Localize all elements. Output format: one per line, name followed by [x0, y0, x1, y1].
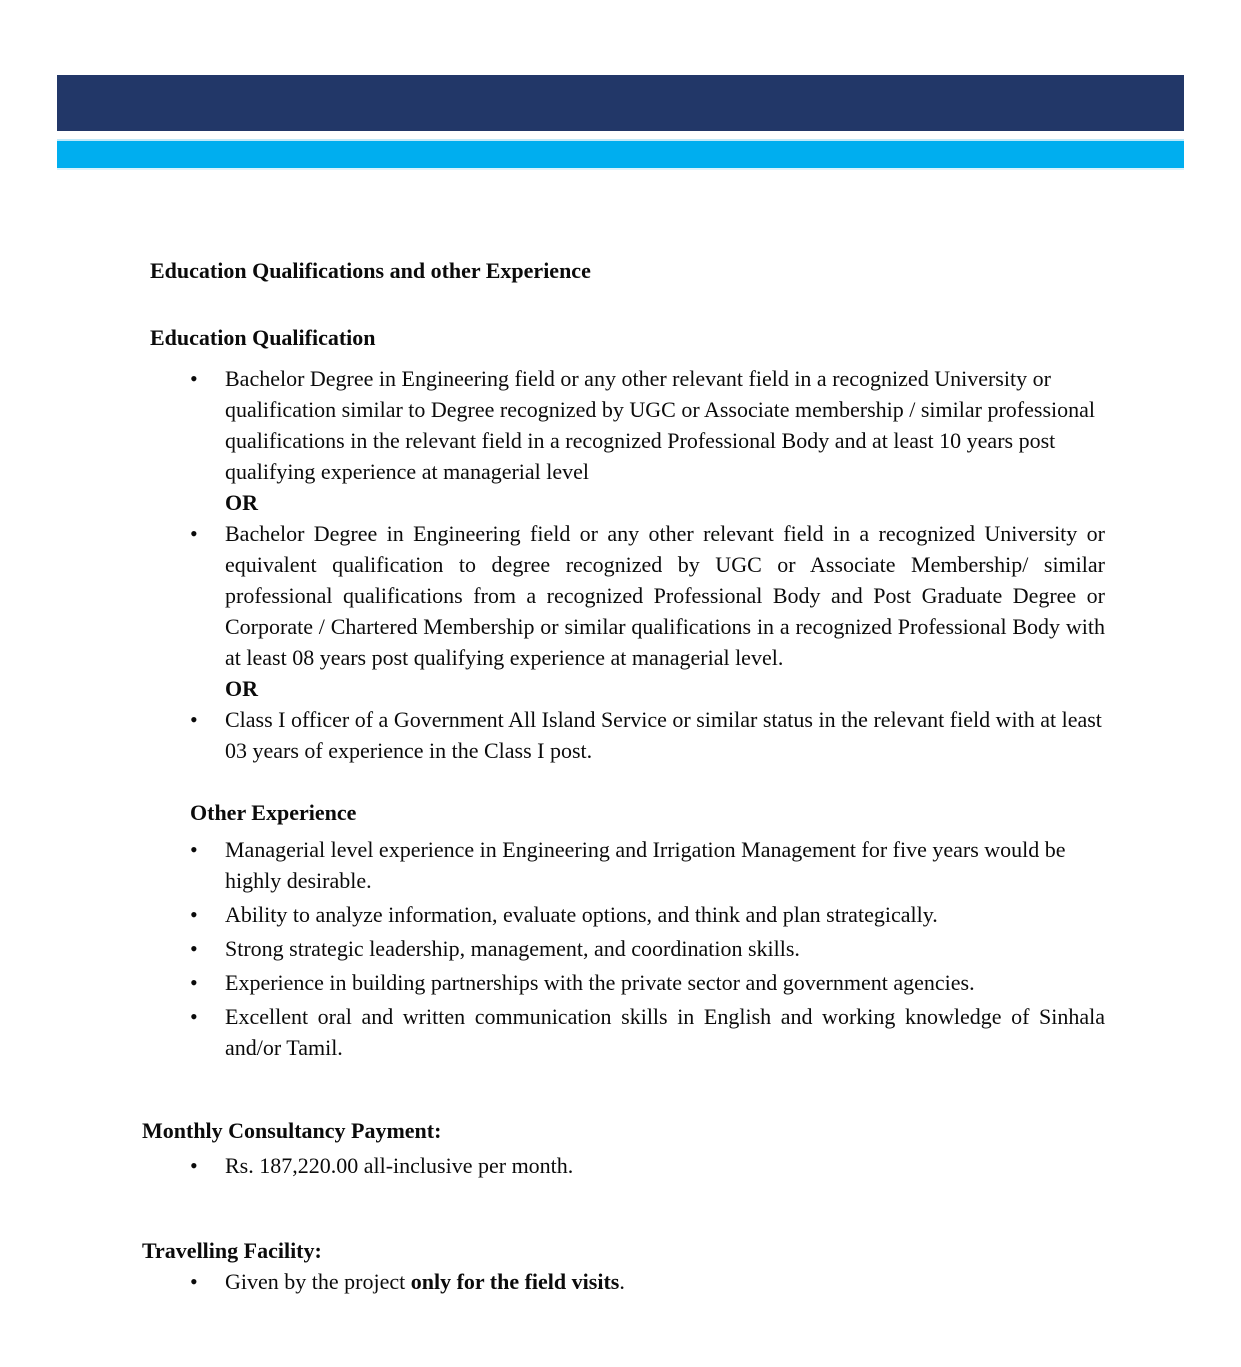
monthly-payment-heading: Monthly Consultancy Payment:	[142, 1118, 442, 1143]
bullet-icon: •	[190, 837, 198, 862]
bullet-icon: •	[190, 970, 198, 995]
travelling-facility-heading: Travelling Facility:	[142, 1238, 322, 1263]
education-qualification-heading: Education Qualification	[150, 325, 376, 350]
list-item-text: Bachelor Degree in Engineering field or any other relevant field in a recognized University or equivalent qualification to degree recognized by UGC or Associate Membership/ similar professional qualifications from a recognized Professional Body and Post Graduate Degree or Corporate / Chartered Membership or similar qualifications in a recognized Professional Body with at least 08 years post qualifying experience at managerial level.	[225, 521, 1105, 670]
travel-text-suffix: .	[619, 1269, 625, 1294]
list-item-text: Excellent oral and written communication skills in English and working knowledge of Sinhala and/or Tamil.	[225, 1004, 1105, 1060]
letterhead-navy-bar	[57, 75, 1184, 131]
list-item	[142, 1266, 1105, 1297]
list-item-text: Class I officer of a Government All Island Service or similar status in the relevant field with at least 03 years of experience in the Class I post.	[225, 707, 1102, 763]
document-body	[142, 255, 1105, 1297]
bullet-icon: •	[190, 366, 198, 391]
list-item-text: Experience in building partnerships with the private sector and government agencies.	[225, 970, 975, 995]
list-item	[142, 518, 1105, 673]
or-separator: OR	[225, 490, 258, 515]
other-experience-heading: Other Experience	[190, 800, 357, 825]
list-item	[142, 704, 1105, 766]
list-item	[142, 834, 1105, 896]
education-qualification-list	[142, 363, 1105, 766]
bullet-icon: •	[190, 1153, 198, 1178]
list-item-text: Bachelor Degree in Engineering field or any other relevant field in a recognized University or qualification similar to Degree recognized by UGC or Associate membership / similar professional qualifications in the relevant field in a recognized Professional Body and at least 10 years post qualifying experience at managerial level	[225, 366, 1095, 484]
list-item	[142, 933, 1105, 964]
list-item	[142, 899, 1105, 930]
bullet-icon: •	[190, 902, 198, 927]
letterhead-cyan-bar	[57, 141, 1184, 168]
list-item	[142, 1150, 1105, 1181]
bullet-icon: •	[190, 1269, 198, 1294]
travel-text-bold: only for the field visits	[410, 1269, 620, 1294]
other-experience-list	[142, 834, 1105, 1063]
list-item	[142, 967, 1105, 998]
bullet-icon: •	[190, 936, 198, 961]
travel-text-prefix: Given by the project	[225, 1269, 411, 1294]
bullet-icon: •	[190, 521, 198, 546]
list-item	[142, 363, 1105, 487]
main-heading: Education Qualifications and other Experience	[150, 258, 591, 283]
payment-amount-text: Rs. 187,220.00 all-inclusive per month.	[225, 1153, 574, 1178]
travelling-facility-text	[225, 1266, 1105, 1297]
list-item-text: Managerial level experience in Engineering and Irrigation Management for five years would be highly desirable.	[225, 837, 1066, 893]
bullet-icon: •	[190, 707, 198, 732]
list-item-text: Strong strategic leadership, management, and coordination skills.	[225, 936, 800, 961]
list-item-text: Ability to analyze information, evaluate options, and think and plan strategically.	[225, 902, 938, 927]
or-separator: OR	[225, 676, 258, 701]
bullet-icon: •	[190, 1004, 198, 1029]
list-item	[142, 1001, 1105, 1063]
